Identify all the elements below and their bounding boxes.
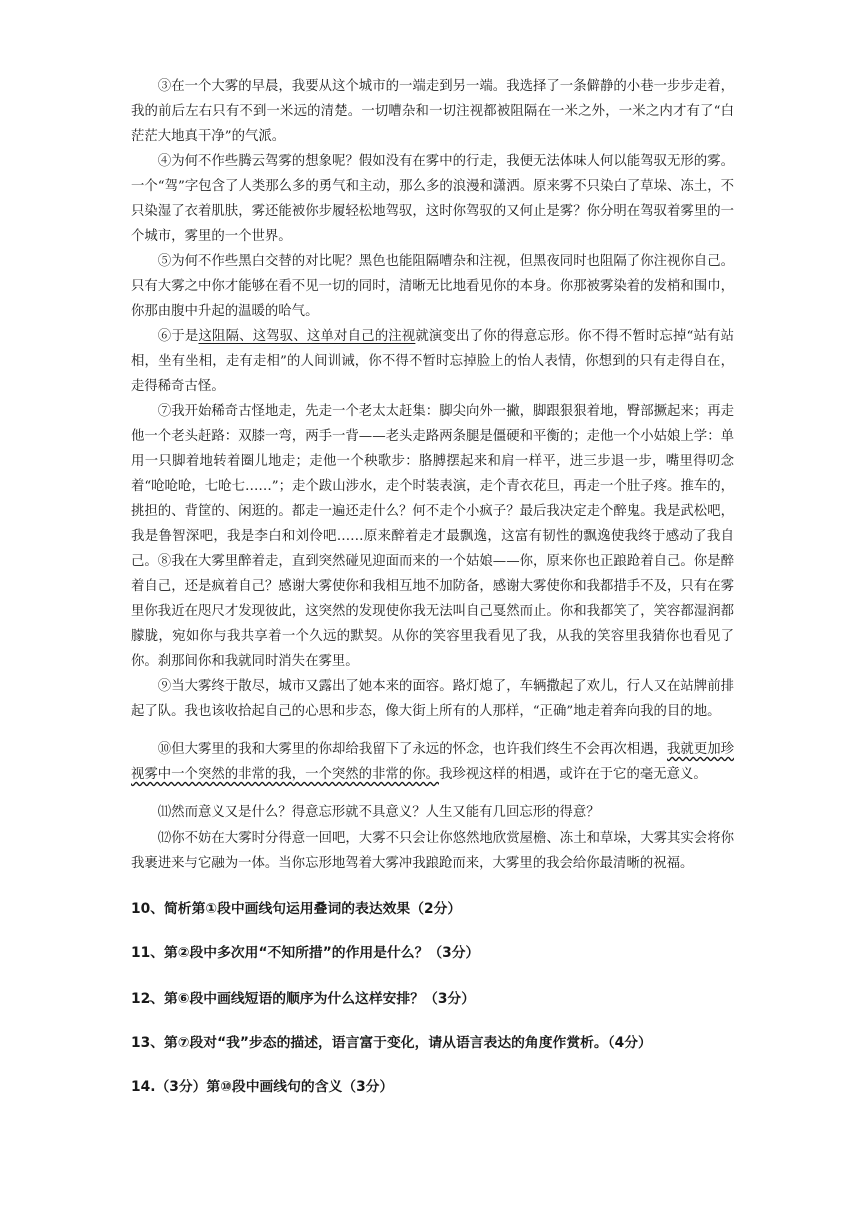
- question-13: 13、第⑦段对“我”步态的描述，语言富于变化，请从语言表达的角度作赏析。（4分）: [131, 1035, 652, 1051]
- paragraph-11: ⑾然而意义又是什么？得意忘形就不具意义？人生又能有几回忘形的得意？: [157, 805, 600, 820]
- paragraph-9: ⑨当大雾终于散尽，城市又露出了她本来的面容。路灯熄了，车辆撒起了欢儿，行人又在站牌前排起了队。我也该收拾起自己的心思和步态，像大街上所有的人那样，“正确”地走着奔向我的目的地。: [131, 679, 734, 719]
- question-10: 10、简析第①段中画线句运用叠词的表达效果（2分）: [131, 901, 462, 917]
- paragraph-10-start: ⑩但大雾里的我和大雾里的你却给我留下了永远的怀念，也许我们终生不会再次相遇，: [157, 742, 668, 757]
- paragraph-7: ⑦我开始稀奇古怪地走，先走一个老太太赶集：脚尖向外一撇，脚跟狠狠着地，臀部撅起来；再走他一个老头赶路：双膝一弯，两手一背——老头走路两条腿是僵硬和平衡的；走他一个小姑娘上学：单用一只脚着地转着圈儿地走；走他一个秧歌步：胳膊摆起来和肩一样平，进三步退一步，嘴里得叨念着“呛呛呛，七呛七……”；走个跋山涉水，走个时装表演，走个青衣花旦，再走一个肚子疼。推车的，挑担的、背筐的、闲逛的。都走一遍还走什么？何不走个小疯子？最后我决定走个醉鬼。我是武松吧，我是鲁智深吧，我是李白和刘伶吧……原来醉着走才最飘逸，这富有韧性的飘逸使我终于感动了我自己。: [131, 404, 734, 569]
- underlined-phrase: 这阻隔、这驾驭、这单对自己的注视: [198, 329, 416, 344]
- paragraph-10: [131, 737, 734, 787]
- question-14: 14.（3分）第⑩段中画线句的含义（3分）: [131, 1079, 394, 1095]
- paragraph-6-rest: 就演变出了你的得意忘形。你不得不暂时忘掉“站有站相，坐有坐相，走有走相”的人间训诫，你不得不暂时忘掉脸上的怡人表情，你想到的只有走得自在，走得稀奇古怪。: [131, 329, 735, 394]
- question-12: 12、第⑥段中画线短语的顺序为什么这样安排？（3分）: [131, 991, 476, 1007]
- underlined-sentence: 我就更加珍视雾中一个突然的非常的我，一个突然的非常的你。: [131, 742, 735, 782]
- paragraph-6-start: ⑥于是: [157, 329, 199, 344]
- paragraph-10-rest: 我珍视这样的相遇，或许在于它的毫无意义。: [438, 767, 707, 782]
- paragraph-8: ⑧我在大雾里醉着走，直到突然碰见迎面而来的一个姑娘——你，原来你也正踉跄着自己。你是醉着自己，还是疯着自己？感谢大雾使你和我相互地不加防备，感谢大雾使你和我都措手不及，只有在雾里你我近在咫尺才发现彼此，这突然的发现使你我无法叫自己戛然而止。你和我都笑了，笑容都湿润都朦胧，宛如你与我共享着一个久远的默契。从你的笑容里我看见了我，从我的笑容里我猜你也看见了你。刹那间你和我就同时消失在雾里。: [131, 554, 734, 669]
- paragraph-6: [131, 324, 734, 399]
- question-11: 11、第②段中多次用“不知所措”的作用是什么？（3分）: [131, 945, 480, 961]
- paragraph-5: ⑤为何不作些黑白交替的对比呢？黑色也能阻隔嘈杂和注视，但黑夜同时也阻隔了你注视你自己。只有大雾之中你才能够在看不见一切的同时，清晰无比地看见你的本身。你那被雾染着的发梢和围巾，你那由腹中升起的温暖的哈气。: [131, 254, 734, 319]
- paragraph-4: ④为何不作些腾云驾雾的想象呢？假如没有在雾中的行走，我便无法体味人何以能驾驭无形的雾。一个“驾”字包含了人类那么多的勇气和主动，那么多的浪漫和潇洒。原来雾不只染白了草垛、冻土，不只染湿了衣着肌肤，雾还能被你步履轻松地驾驭，这时你驾驭的又何止是雾？你分明在驾驭着雾里的一个城市，雾里的一个世界。: [131, 154, 734, 244]
- paragraph-3: ③在一个大雾的早晨，我要从这个城市的一端走到另一端。我选择了一条僻静的小巷一步步走着，我的前后左右只有不到一米远的清楚。一切嘈杂和一切注视都被阻隔在一米之外，一米之内才有了“白茫茫大地真干净”的气派。: [131, 79, 734, 144]
- paragraph-12: ⑿你不妨在大雾时分得意一回吧，大雾不只会让你悠然地欣赏屋檐、冻土和草垛，大雾其实会将你我裹进来与它融为一体。当你忘形地驾着大雾冲我踉跄而来，大雾里的我会给你最清晰的祝福。: [131, 831, 734, 871]
